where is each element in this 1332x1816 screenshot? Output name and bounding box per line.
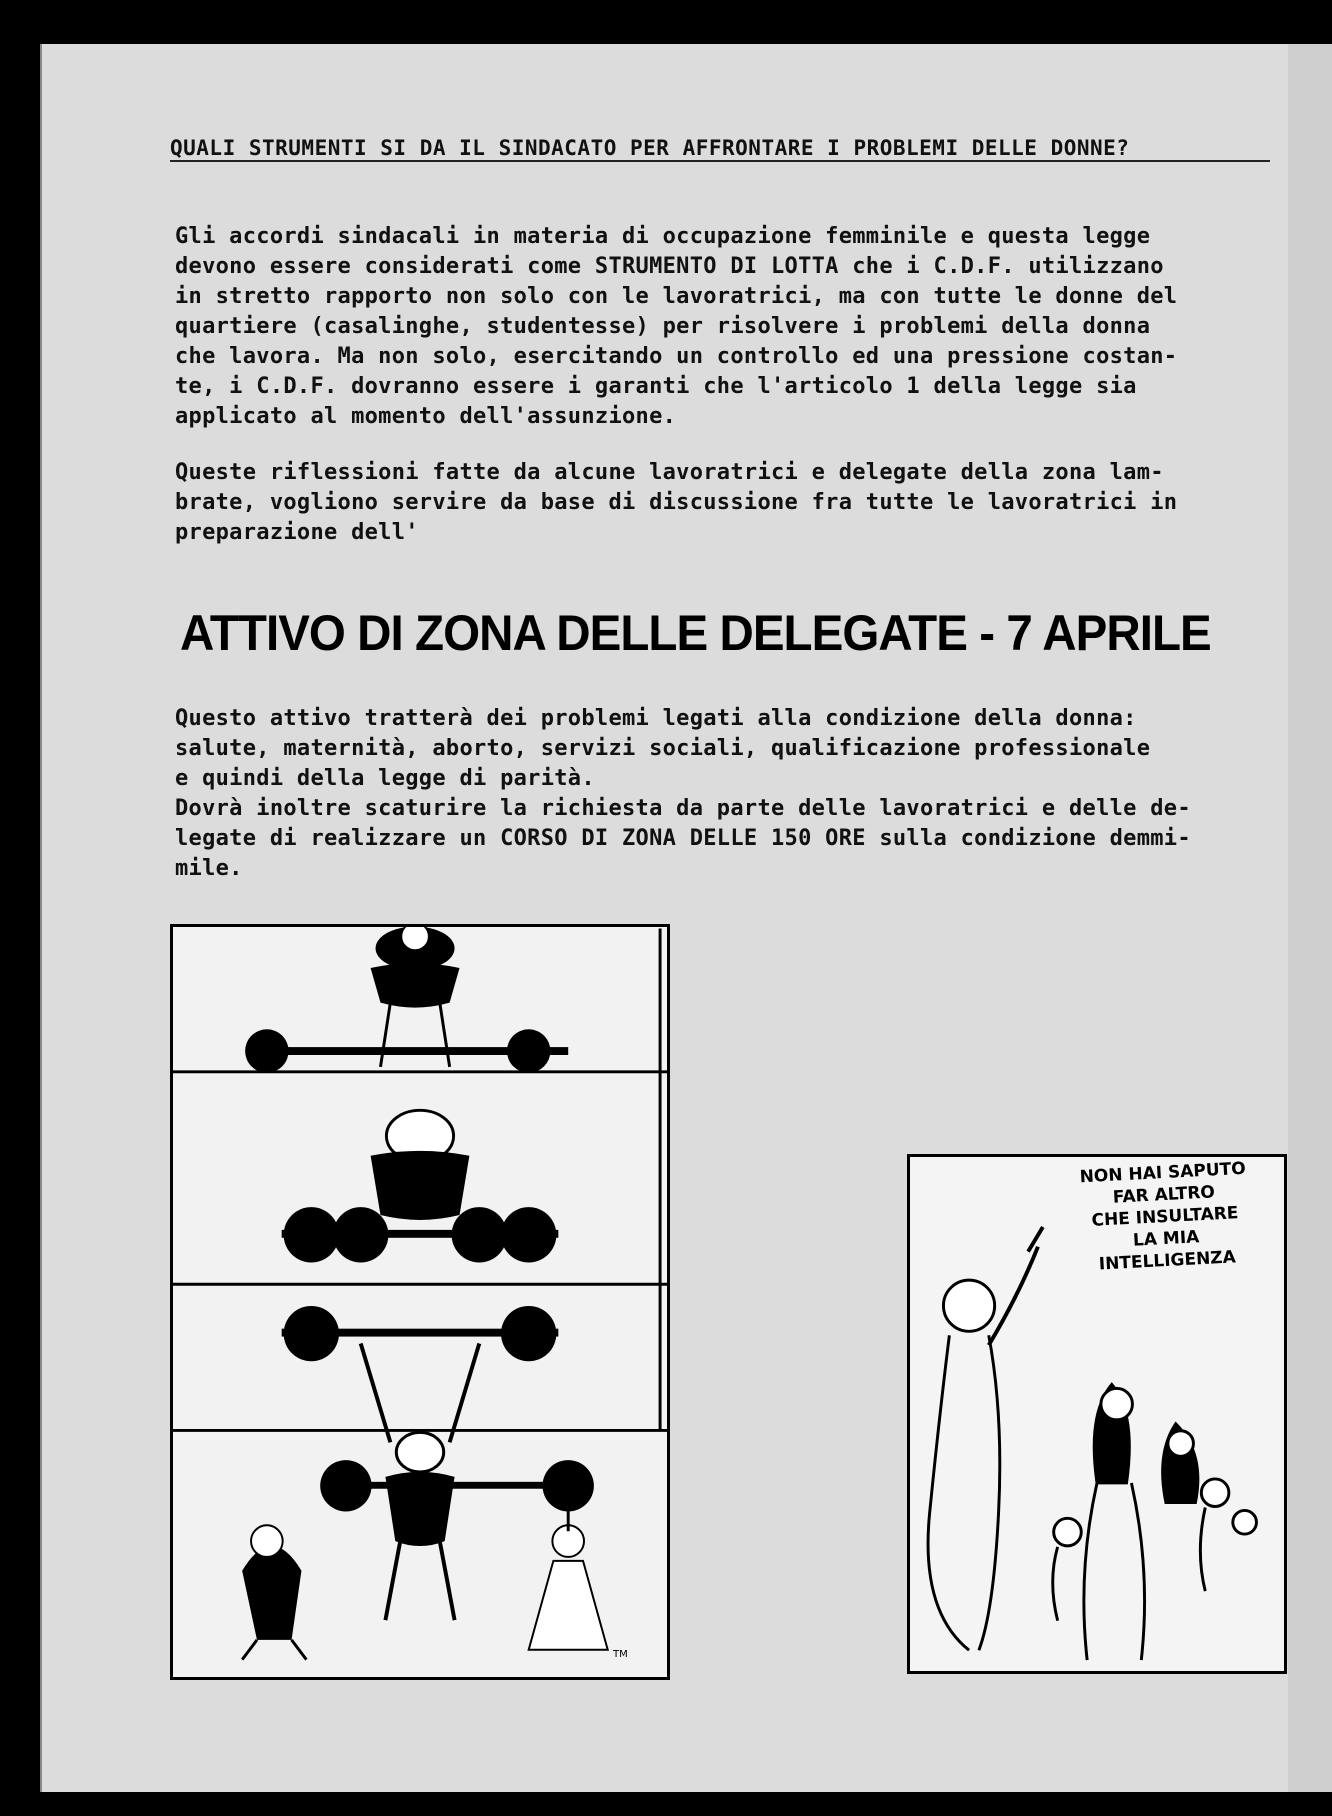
paragraph-riflessioni: Queste riflessioni fatte da alcune lavoratrici e delegate della zona lam- brate, vogliono servire da base di discussione fra tutte le lavoratrici in preparazione dell' <box>175 460 1178 545</box>
event-title: ATTIVO DI ZONA DELLE DELEGATE - 7 APRILE <box>180 605 1211 661</box>
paragraph-attivo: Questo attivo tratterà dei problemi legati alla condizione della donna: salute, maternità, aborto, servizi sociali, qualificazione professionale e quindi della legge di parità. Dovrà inoltre scaturire la richiesta da parte delle lavoratrici e delle de- legate di realizzare un CORSO DI ZONA DELLE 150 ORE sulla condizione demmi- mile. <box>175 706 1191 881</box>
section-heading: QUALI STRUMENTI SI DA IL SINDACATO PER AFFRONTARE I PROBLEMI DELLE DONNE? <box>170 136 1130 160</box>
strip-signature: TM <box>613 1649 628 1660</box>
heading-underline <box>170 160 1270 162</box>
panel-2 <box>282 1110 559 1361</box>
weightlifter-illustration <box>173 927 667 1677</box>
panel-1 <box>245 927 568 1073</box>
cartoon-speech-caption: NON HAI SAPUTO FAR ALTRO CHE INSULTARE LA MIA INTELLIGENZA <box>1079 1158 1247 1275</box>
paragraph-accordi: Gli accordi sindacali in materia di occupazione femminile e questa legge devono essere considerati come STRUMENTO DI LOTTA che i C.D.F. utilizzano in stretto rapporto non solo con le lavoratrici, ma con tutte le donne del quartiere (casalinghe, studentesse) per risolvere i problemi della donna che lavora. Ma non solo, esercitando un controllo ed una pressione costan- te, i C.D.F. dovranno essere i garanti che l'articolo 1 della legge sia applicato al momento dell'assunzione. <box>175 224 1178 429</box>
panel-3 <box>361 1343 480 1620</box>
weightlifter-comic-strip <box>170 924 670 1680</box>
